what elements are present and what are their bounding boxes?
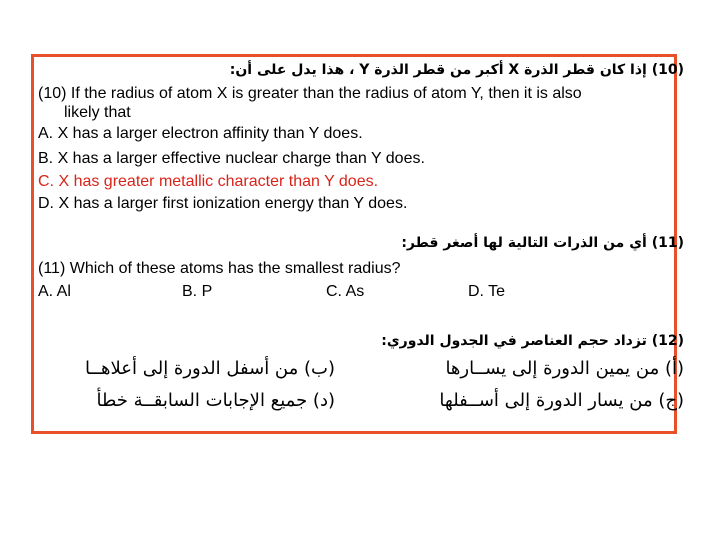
- q11-option-d: D. Te: [468, 283, 506, 300]
- q10-english-line2: likely that: [64, 104, 131, 121]
- q10-option-c: C. X has greater metallic character than Y does.: [38, 173, 379, 190]
- q12-option-b: (ب) من أسفل الدورة إلى أعلاهــا: [84, 358, 335, 379]
- q12-option-d: (د) جميع الإجابات السابقــة خطأ: [96, 390, 335, 411]
- q11-option-a: A. Al: [38, 283, 71, 300]
- q11-option-b: B. P: [182, 283, 213, 300]
- q12-option-a: (أ) من يمين الدورة إلى يســارها: [445, 358, 684, 379]
- q10-arabic-prompt: (10) إذا كان قطر الذرة X أكبر من قطر الذرة Y ، هذا يدل على أن:: [229, 62, 684, 78]
- q10-option-d: D. X has a larger first ionization energy than Y does.: [38, 195, 408, 212]
- q10-english-line1: (10) If the radius of atom X is greater than the radius of atom Y, then it is also: [38, 85, 582, 102]
- q11-english-prompt: (11) Which of these atoms has the smallest radius?: [38, 260, 401, 277]
- q10-option-b: B. X has a larger effective nuclear charge than Y does.: [38, 150, 425, 167]
- q10-option-a: A. X has a larger electron affinity than Y does.: [38, 125, 363, 142]
- q12-option-c: (ج) من يسار الدورة إلى أســفلها: [439, 390, 684, 411]
- q12-arabic-prompt: (12) تزداد حجم العناصر في الجدول الدوري:: [381, 333, 684, 349]
- q11-option-c: C. As: [326, 283, 365, 300]
- q11-arabic-prompt: (11) أي من الذرات التالية لها أصغر قطر:: [401, 235, 684, 251]
